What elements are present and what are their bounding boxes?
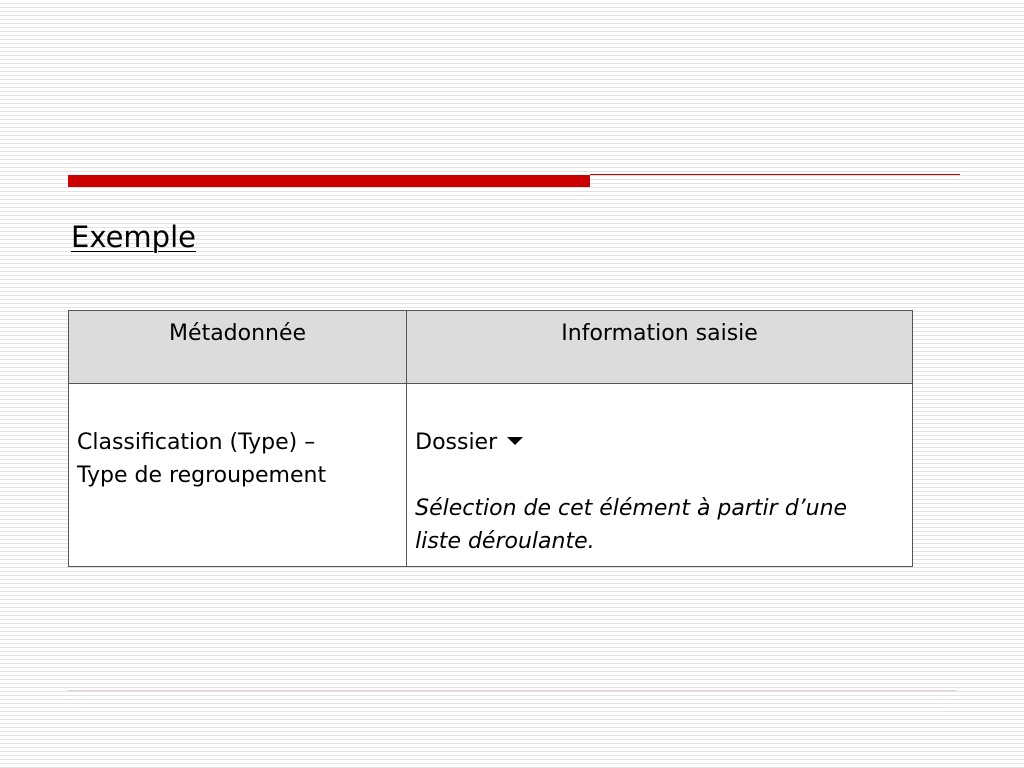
dropdown-value: Dossier: [415, 430, 498, 455]
table-row: [69, 384, 913, 567]
metadata-table: [68, 310, 913, 567]
type-dropdown[interactable]: [415, 426, 523, 459]
information-cell: [407, 384, 913, 567]
table-header-row: [69, 311, 913, 384]
column-header-label: Métadonnée: [169, 321, 307, 346]
footer-divider: [68, 690, 956, 691]
accent-line: [590, 174, 960, 175]
accent-bar: [68, 175, 590, 187]
metadata-cell: [69, 384, 407, 567]
metadata-label-line1: Classification (Type) –: [77, 430, 316, 455]
column-header-metadata: [69, 311, 407, 384]
caret-down-icon: [507, 437, 523, 445]
metadata-label-line2: Type de regroupement: [77, 463, 327, 488]
page-title: Exemple: [71, 220, 196, 254]
column-header-label: Information saisie: [561, 321, 758, 346]
column-header-information: [407, 311, 913, 384]
selection-note: Sélection de cet élément à partir d’une liste déroulante.: [415, 496, 848, 554]
